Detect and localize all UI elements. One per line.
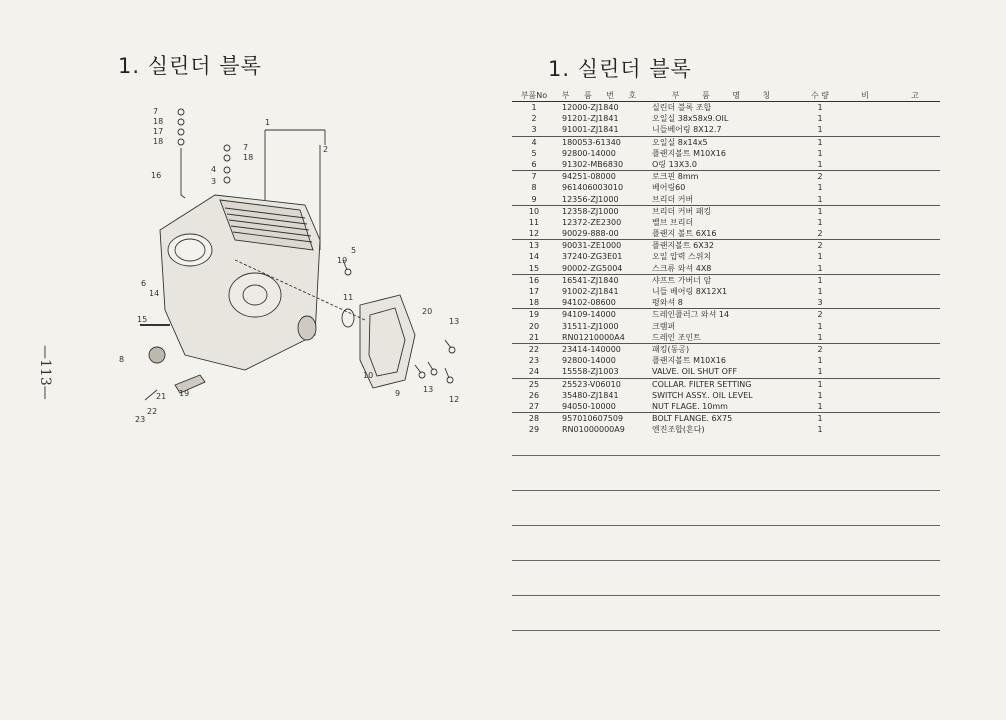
cell-index: 25 (528, 379, 540, 389)
cell-quantity: 1 (817, 137, 823, 147)
cell-quantity: 1 (817, 206, 823, 216)
cell-part-name: 오일실 38x58x9.OIL (652, 114, 729, 124)
cell-part-name: 스크류 와셔 4X8 (652, 263, 712, 273)
table-row (512, 206, 940, 217)
cell-part-name: 오일실 8x14x5 (652, 137, 708, 147)
callout-label: 3 (211, 177, 217, 186)
cell-quantity: 1 (817, 103, 823, 112)
table-row (512, 366, 940, 378)
cell-part-name: O링 13X3.0 (652, 159, 697, 169)
callout-label: 2 (323, 145, 329, 154)
cell-quantity: 1 (817, 356, 823, 366)
cell-quantity: 2 (817, 172, 823, 182)
callout-label: 4 (211, 165, 217, 174)
callout-label: 12 (449, 395, 460, 404)
table-row (512, 102, 940, 113)
cell-index: 21 (528, 332, 540, 342)
cell-quantity: 2 (817, 310, 823, 320)
cell-part-name: 드레인 조인트 (652, 332, 701, 342)
callout-label: 5 (351, 246, 357, 255)
cell-index: 26 (528, 390, 540, 400)
parts-table (512, 90, 940, 435)
cell-index: 1 (531, 103, 537, 112)
cell-part-number: 961406003010 (562, 183, 624, 193)
callout-label: 14 (149, 289, 160, 298)
cell-quantity: 2 (817, 229, 823, 239)
cell-quantity: 1 (817, 390, 823, 400)
table-row (512, 413, 940, 424)
table-row (512, 321, 940, 332)
header-part-number: 부 품 번 호 (561, 90, 643, 100)
table-row (512, 171, 940, 182)
callout-label: 10 (363, 371, 374, 380)
cell-part-name: 실린더 블록 조합 (652, 103, 712, 112)
table-row (512, 379, 940, 390)
cell-part-number: 180053-61340 (562, 137, 621, 147)
table-body (512, 102, 940, 435)
cell-quantity: 1 (817, 401, 823, 411)
cell-index: 14 (528, 252, 540, 262)
cell-part-number: 94102-08600 (562, 298, 616, 308)
table-row (512, 194, 940, 206)
cell-part-name: 플랜지볼트 M10X16 (652, 148, 726, 158)
header-part-name: 부 품 명 칭 (671, 90, 781, 100)
cell-part-name: 플랜지 볼트 6X16 (652, 229, 717, 239)
cell-index: 18 (528, 298, 540, 308)
cell-index: 7 (531, 172, 537, 182)
table-header (512, 90, 940, 102)
cell-index: 10 (528, 206, 540, 216)
callout-label: 20 (422, 307, 433, 316)
cell-part-number: 90029-888-00 (562, 229, 619, 239)
cell-part-number: 25523-V06010 (562, 379, 621, 389)
cell-quantity: 1 (817, 287, 823, 296)
cell-quantity: 1 (817, 217, 823, 227)
table-row (512, 332, 940, 344)
table-row (512, 297, 940, 309)
cell-part-number: 92800-14000 (562, 148, 616, 158)
callout-label: 6 (141, 279, 147, 288)
cell-part-name: 니들베어링 8X12.7 (652, 125, 722, 135)
cell-part-number: 12358-ZJ1000 (562, 206, 619, 216)
callout-label: 21 (156, 392, 167, 401)
callout-label: 8 (119, 355, 125, 364)
cell-part-name: SWITCH ASSY.. OIL LEVEL (652, 390, 753, 400)
cell-part-number: 12372-ZE2300 (562, 217, 622, 227)
cell-part-name: 베어링60 (652, 183, 686, 193)
cell-part-name: 평와셔 8 (652, 298, 683, 308)
cell-part-name: 패킹(동공) (652, 344, 690, 354)
cell-quantity: 3 (817, 298, 823, 308)
table-row (512, 344, 940, 355)
cell-part-name: 밸브 브리더 (652, 217, 694, 227)
callout-label: 1 (265, 118, 271, 127)
page-number: —113— (37, 345, 53, 400)
cell-index: 16 (528, 275, 540, 285)
blank-ruled-lines (512, 455, 940, 665)
cell-quantity: 1 (817, 159, 823, 169)
cell-index: 19 (528, 310, 540, 320)
cell-part-name: 드레인플러그 와셔 14 (652, 310, 730, 320)
callout-label: 18 (243, 153, 254, 162)
cell-quantity: 1 (817, 321, 823, 331)
callout-label: 22 (147, 407, 158, 416)
callout-label: 7 (243, 143, 249, 152)
cell-part-number: 94050-10000 (562, 401, 616, 411)
callout-label: 19 (337, 256, 348, 265)
cell-part-number: 91002-ZJ1841 (562, 287, 619, 296)
callout-label: 16 (151, 171, 162, 180)
cell-part-name: NUT FLAGE. 10mm (652, 401, 728, 411)
cell-part-name: 로크핀 8mm (652, 172, 699, 182)
cell-index: 17 (528, 287, 540, 296)
cell-quantity: 1 (817, 425, 823, 435)
cell-part-name: 샤프트 가버너 암 (652, 275, 712, 285)
table-row (512, 148, 940, 159)
table-row (512, 355, 940, 366)
table-row (512, 228, 940, 240)
cell-part-name: BOLT FLANGE. 6X75 (652, 414, 733, 424)
cell-part-name: 브리더 커버 패킹 (652, 206, 712, 216)
callout-label: 17 (153, 127, 164, 136)
cell-part-number: 35480-ZJ1841 (562, 390, 619, 400)
cell-part-number: 91201-ZJ1841 (562, 114, 619, 124)
cell-part-number: 23414-140000 (562, 344, 621, 354)
cell-part-number: 90031-ZE1000 (562, 241, 622, 251)
cell-part-number: 91001-ZJ1841 (562, 125, 619, 135)
cell-index: 2 (531, 114, 537, 124)
cell-part-name: VALVE. OIL SHUT OFF (652, 367, 738, 377)
callout-label: 23 (135, 415, 146, 424)
table-row (512, 124, 940, 136)
cell-quantity: 1 (817, 414, 823, 424)
cell-part-number: 90002-ZG5004 (562, 263, 623, 273)
table-row (512, 275, 940, 286)
cell-index: 13 (528, 241, 540, 251)
cell-quantity: 1 (817, 183, 823, 193)
callout-label: 18 (153, 117, 164, 126)
table-row (512, 390, 940, 401)
callout-label: 13 (449, 317, 460, 326)
cell-part-name: 엔진조합(혼다) (652, 425, 705, 435)
cell-quantity: 1 (817, 367, 823, 377)
cell-quantity: 2 (817, 344, 823, 354)
cell-index: 9 (531, 194, 537, 204)
cell-index: 24 (528, 367, 540, 377)
header-remarks: 비 고 (861, 90, 919, 100)
cell-index: 3 (531, 125, 537, 135)
cell-index: 15 (528, 263, 540, 273)
cell-quantity: 1 (817, 148, 823, 158)
table-row (512, 217, 940, 228)
cell-part-name: 플랜지볼트 M10X16 (652, 356, 726, 366)
cell-quantity: 1 (817, 114, 823, 124)
header-quantity: 수 량 (811, 90, 829, 100)
callout-label: 7 (153, 107, 159, 116)
table-row (512, 424, 940, 435)
table-row (512, 309, 940, 320)
cell-quantity: 1 (817, 275, 823, 285)
cell-quantity: 1 (817, 125, 823, 135)
table-row (512, 251, 940, 262)
cell-index: 29 (528, 425, 540, 435)
cell-index: 11 (528, 217, 540, 227)
cell-index: 6 (531, 159, 537, 169)
cell-part-number: 92800-14000 (562, 356, 616, 366)
cell-part-name: 크램퍼 (652, 321, 676, 331)
cell-quantity: 1 (817, 194, 823, 204)
callout-label: 15 (137, 315, 148, 324)
cell-part-number: RN01000000A9 (562, 425, 625, 435)
table-row (512, 401, 940, 413)
table-row (512, 159, 940, 171)
cell-part-number: 16541-ZJ1840 (562, 275, 619, 285)
diagram-title: 1. 실린더 블록 (118, 54, 262, 78)
cell-part-number: RN01210000A4 (562, 332, 625, 342)
cell-index: 23 (528, 356, 540, 366)
cell-index: 8 (531, 183, 537, 193)
cell-part-number: 91302-MB6830 (562, 159, 624, 169)
cell-quantity: 2 (817, 241, 823, 251)
callout-label: 11 (343, 293, 354, 302)
cell-quantity: 1 (817, 379, 823, 389)
cell-part-number: 94251-08000 (562, 172, 616, 182)
cell-part-name: 플랜지볼트 6X32 (652, 241, 714, 251)
cell-index: 5 (531, 148, 537, 158)
cell-index: 20 (528, 321, 540, 331)
cell-part-name: 오일 압력 스위치 (652, 252, 712, 262)
callout-label: 19 (179, 389, 190, 398)
cell-part-number: 15558-ZJ1003 (562, 367, 619, 377)
table-row (512, 182, 940, 193)
callout-label: 9 (395, 389, 401, 398)
table-row (512, 113, 940, 124)
cell-index: 22 (528, 344, 540, 354)
header-part-no-index: 부품No (520, 90, 548, 100)
callout-label: 13 (423, 385, 434, 394)
table-title: 1. 실린더 블록 (548, 57, 692, 81)
cell-part-number: 37240-ZG3E01 (562, 252, 623, 262)
cell-index: 4 (531, 137, 537, 147)
cell-part-name: 니들 베어링 8X12X1 (652, 287, 728, 296)
cell-part-number: 957010607509 (562, 414, 624, 424)
cell-part-name: COLLAR. FILTER SETTING (652, 379, 752, 389)
cell-index: 27 (528, 401, 540, 411)
cell-part-number: 12000-ZJ1840 (562, 103, 619, 112)
table-row (512, 286, 940, 297)
cell-part-number: 94109-14000 (562, 310, 616, 320)
callout-label: 18 (153, 137, 164, 146)
cell-part-number: 31511-ZJ1000 (562, 321, 619, 331)
exploded-view-diagram (115, 100, 475, 430)
cell-quantity: 1 (817, 332, 823, 342)
table-row (512, 263, 940, 275)
cell-index: 12 (528, 229, 540, 239)
cell-index: 28 (528, 414, 540, 424)
table-row (512, 137, 940, 148)
cell-part-number: 12356-ZJ1000 (562, 194, 619, 204)
cell-quantity: 1 (817, 263, 823, 273)
table-row (512, 240, 940, 251)
cell-quantity: 1 (817, 252, 823, 262)
cell-part-name: 브리더 커버 (652, 194, 694, 204)
